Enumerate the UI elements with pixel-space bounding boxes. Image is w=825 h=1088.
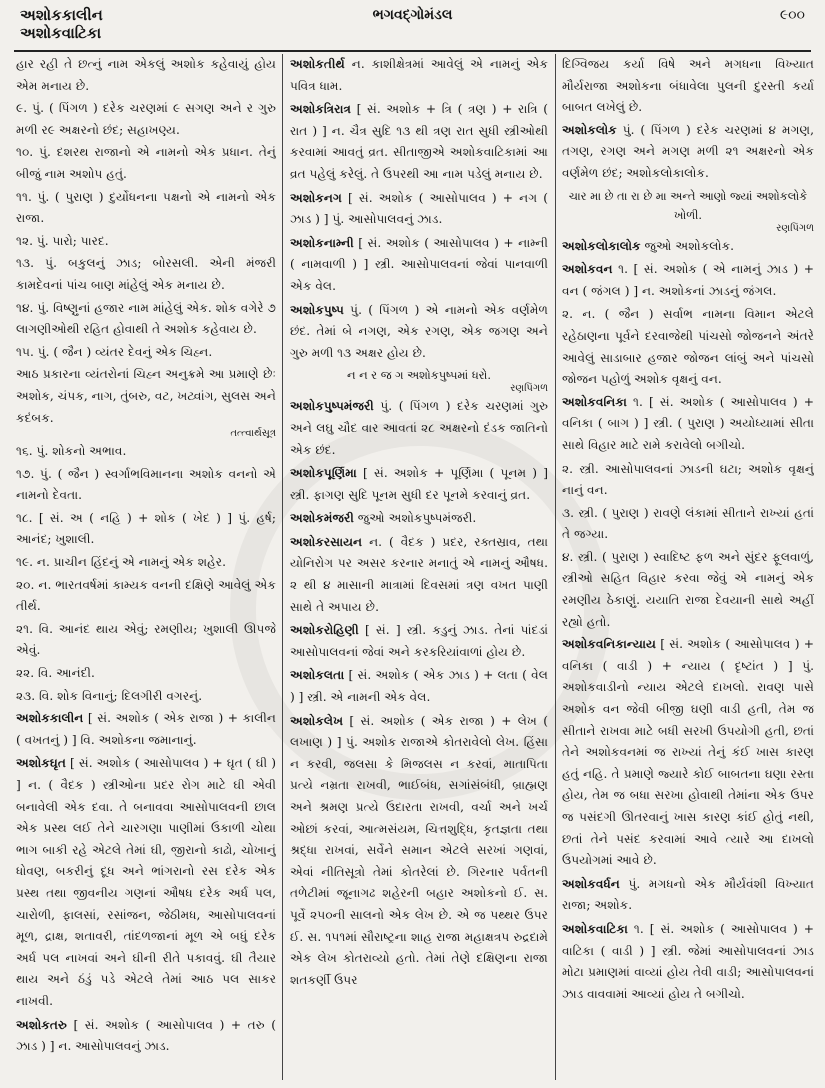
dictionary-entry <box>290 463 548 506</box>
page-number: ૯૦૦ <box>779 7 805 23</box>
entry-text: [ સં. અશોક ( આસોપાલવ ) + નામ્ની ( નામવાળી ) ] સ્ત્રી. આસોપાલવનાં જેવાં પાનવાળી એક વેલ. <box>290 235 548 293</box>
entry-sense <box>562 503 814 546</box>
entry-sense <box>16 342 276 364</box>
dictionary-entry <box>562 392 814 457</box>
dictionary-entry <box>562 259 814 302</box>
dictionary-entry <box>562 120 814 185</box>
entry-text: [ સં. અશોક ( એક રાજા ) + લેખ ( લખાણ ) ] પું. અશોક રાજાએ કોતરાવેલો લેખ. હિંસા ન કરવી, જલસા કે મિજલસ ન કરવાં, માતાપિતા પ્રત્યે નમ્રતા રાખવી, ભાઈબંધ, સગાંસંબંધી, બ્રાહ્મણ અને શ્રમણ પ્રત્યે ઉદારતા રાખવી, વર્ચા અને ખર્ચ ઓછાં કરવાં, આત્મસંયમ, ચિત્તશુદ્ધિ, કૃતજ્ઞતા તથા શ્રદ્ધા રાખવાં, સર્વેને સમાન એટલે સરખાં ગણવાં, એવાં નીતિસૂત્રો તેમાં કોતરેલાં છે. ગિરનાર પર્વતની તળેટીમાં જૂનાગઢ શહેરની બહાર અશોકનો ઈ. સ. પૂર્વે ૨૫૦ની સાલનો એક લેખ છે. એ જ પથ્થર ઉપર ઈ. સ. ૧૫૧માં સૌરાષ્ટ્રના શાહ રાજા મહાક્ષત્રપ રુદ્રદામે એક લેખ કોતરાવ્યો હતો. તેમાં તેણે દક્ષિણના રાજા શતકર્ણી ઉપર <box>290 713 548 987</box>
dictionary-entry <box>290 188 548 231</box>
entry-headword: અશોકનગ <box>290 190 342 205</box>
dictionary-entry <box>562 634 814 872</box>
entry-headword: અશોકલેખ <box>290 713 344 728</box>
entry-sense <box>16 253 276 296</box>
entry-text: ૧૦. પું. દશરથ રાજાનો એ નામનો એક પ્રધાન. તેનું બીજું નામ અશોપ હતું. <box>16 145 276 181</box>
columns-area <box>14 54 814 1082</box>
entry-headword: અશોકવનિકાન્યાય <box>562 637 656 652</box>
entry-text: આઠ પ્રકારના વ્યંતરોનાં ચિહ્ન અનુક્રમે આ પ્રમાણે છેઃ અશોક, ચંપક, નાગ, તુંબરુ, વટ, ખટ્વાંગ, સુલસ અને કદંબક. <box>16 367 276 425</box>
entry-text: [ સં. અશોક ( આસોપાલવ ) + નગ ( ઝાડ ) ] પું. આસોપાલવનું ઝાડ. <box>290 190 548 227</box>
dictionary-entry <box>290 508 548 530</box>
entry-text: જુઓ અશોકલોક. <box>640 238 735 253</box>
citation-source: રણપિંગળ <box>510 383 548 395</box>
entry-sense <box>16 364 276 429</box>
entry-sense <box>16 231 276 253</box>
entry-text: [ સં. અશોક + પૂર્ણિમા ( પૂનમ ) ] સ્ત્રી. ફાગણ સુદિ પૂનમ સુધી દર પૂનમે કરવાનું વ્રત. <box>290 466 548 502</box>
column-3 <box>562 54 814 1082</box>
entry-text: જુઓ અશોકપુષ્પમંજરી. <box>353 511 477 526</box>
dictionary-entry <box>290 665 548 708</box>
column-1 <box>16 54 276 1082</box>
dictionary-entry <box>290 99 548 185</box>
entry-headword: અશોકપુષ્પ <box>290 302 344 317</box>
entry-text: ૧. [ સં. અશોક ( આસોપાલવ ) + વનિકા ( બાગ ) ] સ્ત્રી. ( પુરાણ ) અયોધ્યામાં સીતા સાથે વિહાર માટે રામે કરાવેલો બગીચો. <box>562 394 814 452</box>
citation-source: તત્ત્વાર્થસૂત્ર <box>230 428 276 440</box>
entry-text: ૪. સ્ત્રી. ( પુરાણ ) સ્વાદિષ્ટ ફળ અને સુંદર ફૂલવાળું, સ્ત્રીઓ સહિત વિહાર કરવા જેવું એ નામનું એક રમણીય ઠેકાણું. યયાતિ રાજા દેવયાની સાથે અહીં રહ્યો હતો. <box>562 549 814 629</box>
entry-text: [ સં. અશોક ( આસોપાલવ ) + ઘૃત ( ઘી ) ] ન. ( વૈદક ) સ્ત્રીઓના પ્રદર રોગ માટે ઘી એવી બનાવેલી એક દવા. તે બનાવવા આસોપાલવની છાલ એક પ્રસ્થ લઈ તેને ચારગણા પાણીમાં ઉકાળી ચોથા ભાગ બાકી રહે એટલે તેમાં ઘી, જીરાનો કાઢો, ચોખાનું ધોવણ, બકરીનું દૂધ અને ભાંગરાનો રસ દરેક એક પ્રસ્થ તથા જીવનીય ગણનાં ઔષધ દરેક અર્ધ પલ, ચારોળી, ફાલસાં, રસાંજન, જેઠીમધ, આસોપાલવનાં મૂળ, દ્રાક્ષ, શતાવરી, તાંદળજાનાં મૂળ એ બધું દરેક અર્ધ પલ નાખવાં અને ઘીની રીતે પકાવવું. ઘી તૈયાર થાય અને ઠંડું પડે એટલે તેમાં આઠ પલ સાકર નાખવી. <box>16 756 276 1008</box>
column-2 <box>290 54 548 1082</box>
entry-headword: અશોકરસાયન <box>290 534 363 549</box>
dictionary-entry <box>562 919 814 1005</box>
dictionary-entry <box>290 711 548 992</box>
column-divider <box>555 54 556 1080</box>
entry-headword: અશોકઘૃત <box>16 756 66 771</box>
entry-text: [ સં. અશોક ( આસોપાલવ ) + વનિકા ( વાડી ) + ન્યાય ( દૃષ્ટાંત ) ] પું. અશોકવાડીનો ન્યાય એટલે દાખલો. રાવણ પાસે અશોક વન જેવી બીજી ઘણી વાડી હતી, તેમ જ સીતાને રાખવા માટે બધી સરખી ઉપયોગી હતી, છતાં તેને અશોકવનમાં જ રાખ્યાં તેનું કંઈ ખાસ કારણ હતું નહિ. તે પ્રમાણે જ્યારે કોઈ બાબતના ઘણા રસ્તા હોય, તેમ જ બધા સરખા હોવાથી તેમાંના એક ઉપર જ પસંદગી ઊતરવાનું ખાસ કારણ કાંઈ હોતું નથી, છતાં તેને પસંદ કરવામાં આવે ત્યારે આ દાખલો ઉપયોગમાં આવે છે. <box>562 637 814 868</box>
entry-text: [ સં. અશોક ( એક ઝાડ ) + લતા ( વેલ ) ] સ્ત્રી. એ નામની એક વેલ. <box>290 668 548 705</box>
entry-sense <box>16 552 276 574</box>
entry-text: ૨. ન. ( જૈન ) સર્વાભ નામના વિમાન એટલે રહેઠાણના પૂર્વને દરવાજેથી પાંચસો જોજનને અંતરે આવેલું સાડાબાર હજાર જોજન લાંબું અને પાંચસો જોજન પહોળું અશોક વૃક્ષનું વન. <box>562 307 814 387</box>
entry-sense <box>16 619 276 662</box>
entry-text: ૨. સ્ત્રી. આસોપાલવનાં ઝાડની ઘટા; અશોક વૃક્ષનું નાનું વન. <box>562 461 814 498</box>
dictionary-entry <box>16 1015 276 1058</box>
dictionary-entry <box>562 236 814 258</box>
dictionary-entry <box>290 396 548 461</box>
entry-headword: અશોકતરુ <box>16 1017 67 1032</box>
entry-headword: અશોકત્રિરાત્ર <box>290 102 351 117</box>
entry-text: ૨૨. વિ. આનંદી. <box>16 666 95 681</box>
entry-text: દિગ્વિજય કર્યા વિષે અને મગધના વિખ્યાત મૌર્યરાજા અશોકના બંધાવેલા પુલની દુરસ્તી કર્યા બાબત લખેલું છે. <box>562 57 814 115</box>
entry-text: ૧૫. પું. ( જૈન ) વ્યંતર દેવનું એક ચિહ્ન. <box>16 344 213 359</box>
entry-text: ૧૭. પું. ( જૈન ) સ્વર્ગાભવિમાનના અશોક વનનો એ નામનો દેવતા. <box>16 466 276 503</box>
entry-text: ન ન ર જ ગ અશોકપુષ્પમાં ધરો. <box>346 368 492 383</box>
entry-headword: અશોકમંજરી <box>290 511 354 526</box>
entry-text: ૧૮. [ સં. અ ( નહિ ) + શોક ( ખેદ ) ] પું. હર્ષ; આનંદ; ખુશાલી. <box>16 510 276 547</box>
entry-sense <box>16 98 276 141</box>
entry-text: હાર રહી તે છત્નું નામ એકલું અશોક કહેવાયું હોય એમ મનાય છે. <box>16 57 276 93</box>
entry-headword: અશોકલોક <box>562 122 617 137</box>
entry-text: પું. ( પિંગળ ) દરેક ચરણમાં ૪ મગણ, તગણ, રગણ અને મગણ મળી ૨૧ અક્ષરનો એક વર્ણમેળ છંદ; અશોકલોકાલોક. <box>562 122 814 180</box>
entry-headword: અશોકવર્ધન <box>562 876 620 891</box>
entry-headword: અશોકલોકાલોક <box>562 238 641 253</box>
entry-sense <box>16 441 276 463</box>
guideword-first: અશોકકાલીન <box>20 6 103 24</box>
dictionary-entry <box>16 708 276 751</box>
entry-text: [ સં. અશોક ( આસોપાલવ ) + તરુ ( ઝાડ ) ] ન. આસોપાલવનું ઝાડ. <box>16 1017 276 1054</box>
entry-text: ચાર મા છે તા રા છે મા અન્તે આણો જ્યાં અશોકલોકે ખોળી. <box>568 188 808 222</box>
entry-text: ન. કાશીક્ષેત્રમાં આવેલું એ નામનું એક પવિત્ર ધામ. <box>290 57 548 93</box>
entry-headword: અશોકવનિકા <box>562 394 627 409</box>
entry-sense <box>16 663 276 685</box>
entry-text: પું. ( પિંગળ ) એ નામનો એક વર્ણમેળ છંદ. તેમાં બે નગણ, એક રગણ, એક જગણ અને ગુરુ મળી ૧૩ અક્ષર હોય છે. <box>290 302 548 360</box>
entry-text: ૧૯. ન. પ્રાચીન હિંદનું એ નામનું એક શહેર. <box>16 555 226 570</box>
header-title: ભગવદ્ગોમંડલ <box>372 7 453 23</box>
entry-text: ૩. સ્ત્રી. ( પુરાણ ) રાવણે લંકામાં સીતાને રાખ્યાં હતાં તે જગ્યા. <box>562 505 814 542</box>
entry-headword: અશોકરોહિણી <box>290 623 359 638</box>
dictionary-entry <box>290 300 548 365</box>
entry-text: ૧૨. પું. પારો; પારદ. <box>16 233 109 248</box>
entry-sense <box>16 686 276 708</box>
entry-text: પું. મગધનો એક મૌર્યવંશી વિખ્યાત રાજા; અશોક. <box>562 876 814 913</box>
entry-text: પું. ( પિંગળ ) દરેક ચરણમાં ગુરુ અને લઘુ ચૌદ વાર આવતાં ૨૮ અક્ષરનો દંડક જાતિનો એક છંદ. <box>290 399 548 457</box>
dictionary-entry <box>290 532 548 618</box>
entry-headword: અશોકપૂર્ણિમા <box>290 466 357 481</box>
entry-text: ૧. [ સં. અશોક ( આસોપાલવ ) + વાટિકા ( વાડી ) ] સ્ત્રી. જેમાં આસોપાલવનાં ઝાડ મોટા પ્રમાણમાં વાવ્યાં હોય તેવી વાડી; આસોપાલવનાં ઝાડ વાવવામાં આવ્યાં હોય તે બગીચો. <box>562 921 814 1001</box>
entry-text: ન. ( વૈદક ) પ્રદર, રક્તસ્રાવ, તથા યોનિરોગ પર અસર કરનાર મનાતું એ નામનું ઔષધ. ૨ થી ૪ માસાની માત્રામાં દિવસમાં ત્રણ વખત પાણી સાથે તે અપાય છે. <box>290 534 548 614</box>
entry-sense <box>16 142 276 185</box>
entry-sense <box>16 187 276 230</box>
guideword-last: અશોકવાટિકા <box>20 24 102 42</box>
entry-text: [ સં. ] સ્ત્રી. કડુનું ઝાડ. તેનાં પાંદડાં આસોપાલવનાં જેવાં અને કરકરિયાંવાળાં હોય છે. <box>290 623 548 659</box>
entry-text: ૨૩. વિ. શોક વિનાનું; દિલગીરી વગરનું. <box>16 688 203 703</box>
dictionary-entry <box>290 233 548 298</box>
entry-headword: અશોકવન <box>562 262 613 277</box>
entry-text: ૧૧. પું. ( પુરાણ ) દુર્યોધનના પક્ષનો એ નામનો એક રાજા. <box>16 189 276 226</box>
entry-text: [ સં. અશોક + ત્રિ ( ત્રણ ) + રાત્રિ ( રાત ) ] ન. ચૈત્ર સુદિ ૧૩ થી ત્રણ રાત સુધી સ્ત્રીઓથી કરવામાં આવતું વ્રત. સીતાજીએ અશોકવાટિકામાં આ વ્રત પહેલું કરેલું. તે ઉપરથી આ નામ પડેલું મનાય છે. <box>290 102 548 181</box>
entry-text: ૧૪. પું. વિષ્ણુનાં હજાર નામ માંહેલું એક. શોક વગેરે ૭ લાગણીઓથી રહિત હોવાથી તે અશોક કહેવાય છે. <box>16 300 276 337</box>
entry-text: ૯. પું. ( પિંગળ ) દરેક ચરણમાં ૯ સગણ અને ર ગુરુ મળી ર૯ અક્ષરનો છંદ; સહાખણ્ય. <box>16 101 276 137</box>
entry-text: [ સં. અશોક ( એક રાજા ) + કાલીન ( વખતનું ) ] વિ. અશોકના જમાનાનું. <box>16 711 276 747</box>
dictionary-entry <box>562 874 814 917</box>
entry-headword: અશોકપુષ્પમંજરી <box>290 399 374 414</box>
verse-quote <box>564 187 812 225</box>
entry-sense <box>16 464 276 507</box>
entry-sense <box>562 54 814 119</box>
dictionary-entry <box>290 620 548 663</box>
entry-text: ૧૩. પું. બકુલનું ઝાડ; બોરસલી. એની મંજરી કામદેવનાં પાંચ બાણ માંહેલું એક મનાય છે. <box>16 256 276 292</box>
entry-text: ૧૬. પું. શોકનો અભાવ. <box>16 444 127 459</box>
entry-sense <box>16 508 276 551</box>
entry-headword: અશોકતીર્થ <box>290 57 345 71</box>
column-divider <box>282 54 283 1080</box>
entry-sense <box>562 547 814 633</box>
entry-sense <box>562 304 814 390</box>
entry-sense <box>16 54 276 97</box>
dictionary-entry <box>290 54 548 97</box>
entry-headword: અશોકકાલીન <box>16 711 84 726</box>
citation-source: રણપિંગળ <box>776 222 814 234</box>
entry-headword: અશોકલતા <box>290 668 345 683</box>
page-header <box>20 6 805 50</box>
entry-sense <box>562 459 814 502</box>
entry-headword: અશોકવાટિકા <box>562 921 628 936</box>
header-rule <box>14 50 811 52</box>
entry-text: ૧. [ સં. અશોક ( એ નામનું ઝાડ ) + વન ( જંગલ ) ] ન. અશોકનાં ઝાડનું જંગલ. <box>562 262 814 298</box>
entry-headword: અશોકનામ્ની <box>290 235 354 250</box>
entry-text: ૨૧. વિ. આનંદ થાય એવું; રમણીય; ખુશાલી ઊપજે એવું. <box>16 621 276 658</box>
dictionary-entry <box>16 753 276 1012</box>
entry-sense <box>16 575 276 618</box>
entry-sense <box>16 298 276 341</box>
entry-text: ૨૦. ન. ભારતવર્ષમાં કામ્યક વનની દક્ષિણે આવેલું એક તીર્થ. <box>16 577 276 614</box>
